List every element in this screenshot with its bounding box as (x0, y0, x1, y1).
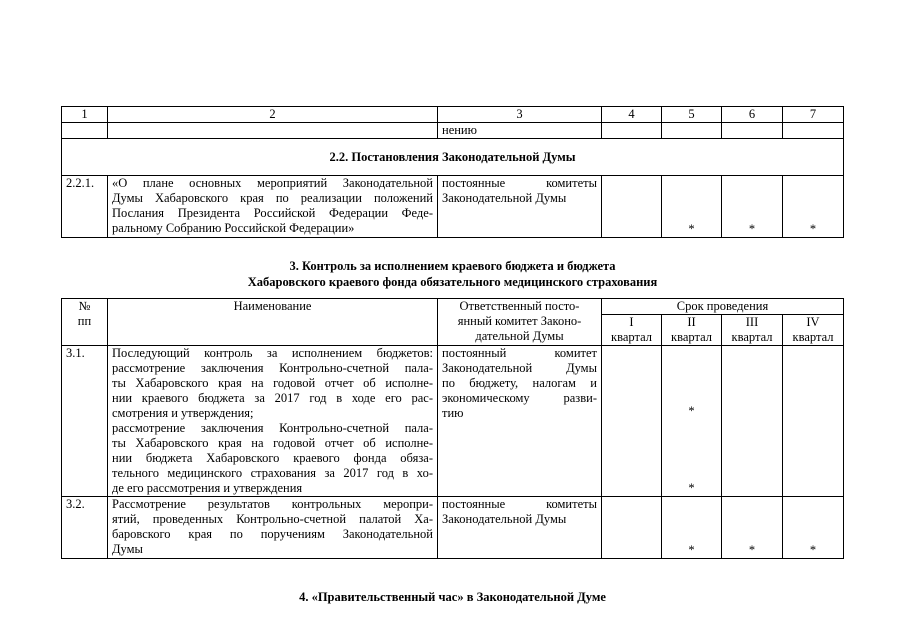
responsible-line: постоянный комитет (442, 346, 597, 360)
cell-empty (722, 123, 783, 139)
row-name (108, 176, 438, 238)
row-responsible (438, 176, 602, 238)
responsible-line: Законодательной Думы (442, 191, 567, 205)
header-number (62, 299, 108, 346)
col-number-4: 4 (602, 107, 662, 123)
row-name-line: тельного медицинского страхования за 2017 год в хо- (112, 466, 433, 480)
quarter-4-roman: IV (783, 315, 844, 331)
header-responsible-line: янный комитет Законо- (457, 314, 582, 328)
row-name-line: ральному Собранию Российской Федерации» (112, 221, 355, 235)
plan-table-continued (61, 106, 844, 238)
row-name-line: смотрения и утверждения; (112, 406, 254, 420)
quarter-1-label: квартал (602, 330, 662, 346)
row-name-line: Последующий контроль за исполнением бюджетов: (112, 346, 433, 360)
header-responsible-line: дательной Думы (475, 329, 564, 343)
quarter-2-mark: * (688, 404, 695, 418)
cell-empty (108, 123, 438, 139)
header-name: Наименование (108, 299, 438, 346)
responsible-line: постоянные комитеты (442, 497, 597, 511)
cell-empty (783, 123, 844, 139)
row-responsible (438, 346, 602, 497)
quarter-1-roman: I (602, 315, 662, 331)
quarter-1-cell (602, 497, 662, 559)
row-name-line: нии краевого бюджета за 2017 год в ходе его рас- (112, 391, 433, 405)
continuation-row (62, 123, 844, 139)
responsible-line: тию (442, 406, 464, 420)
col-number-3: 3 (438, 107, 602, 123)
header-responsible-line: Ответственный посто- (459, 299, 580, 313)
header-number-sign: № (78, 299, 91, 313)
section-3-title-line-2: Хабаровского краевого фонда обязательного медицинского страхования (247, 275, 658, 289)
quarter-4-mark: * (783, 497, 844, 559)
row-responsible (438, 497, 602, 559)
quarter-3-label: квартал (722, 330, 783, 346)
responsible-line: экономическому разви- (442, 391, 597, 405)
row-name-line: рассмотрение заключения Контрольно-счетной пала- (112, 361, 433, 375)
continuation-text: нению (438, 123, 602, 139)
row-name (108, 346, 438, 497)
section-3-title-line-1: 3. Контроль за исполнением краевого бюджета и бюджета (289, 259, 616, 273)
table-row (62, 176, 844, 238)
section-row (62, 139, 844, 176)
table-row (62, 497, 844, 559)
quarter-1-cell (602, 176, 662, 238)
row-name-line: ты Хабаровского края на годовой отчет об исполне- (112, 376, 433, 390)
table-row (62, 346, 844, 497)
header-period: Срок проведения (602, 299, 844, 315)
quarter-2-mark: * (662, 176, 722, 238)
row-name-line: ятий, проведенных Контрольно-счетной палатой Ха- (112, 512, 433, 526)
quarter-4-mark: * (783, 176, 844, 238)
row-name-line: Думы Хабаровского края по реализации положений (112, 191, 433, 205)
col-number-2: 2 (108, 107, 438, 123)
column-number-row (62, 107, 844, 123)
row-name-line: нии бюджета Хабаровского краевого фонда обяза- (112, 451, 433, 465)
section-title-2-2: 2.2. Постановления Законодательной Думы (62, 139, 844, 176)
row-name-line: Послания Президента Российской Федерации Феде- (112, 206, 433, 220)
row-name (108, 497, 438, 559)
quarter-2-cell (662, 346, 722, 497)
quarter-2-mark: * (688, 481, 695, 495)
col-number-7: 7 (783, 107, 844, 123)
quarter-2-roman: II (662, 315, 722, 331)
budget-control-table (61, 298, 844, 559)
header-responsible (438, 299, 602, 346)
quarter-3-mark: * (722, 176, 783, 238)
quarter-4-cell (783, 346, 844, 497)
section-3-heading (0, 258, 905, 290)
row-number: 2.2.1. (62, 176, 108, 238)
quarter-4-label: квартал (783, 330, 844, 346)
col-number-5: 5 (662, 107, 722, 123)
row-number: 3.1. (62, 346, 108, 497)
cell-empty (662, 123, 722, 139)
responsible-line: постоянные комитеты (442, 176, 597, 190)
row-name-line: Думы (112, 542, 143, 556)
cell-empty (602, 123, 662, 139)
quarter-1-cell (602, 346, 662, 497)
row-number: 3.2. (62, 497, 108, 559)
row-name-line: «О плане основных мероприятий Законодательной (112, 176, 433, 190)
row-name-line: Рассмотрение результатов контрольных меропри- (112, 497, 433, 511)
row-name-line: ты Хабаровского края на годовой отчет об исполне- (112, 436, 433, 450)
quarter-3-mark: * (722, 497, 783, 559)
header-number-abbr: пп (77, 314, 92, 328)
section-4-heading: 4. «Правительственный час» в Законодательной Думе (299, 590, 606, 604)
quarter-2-mark: * (662, 497, 722, 559)
cell-empty (62, 123, 108, 139)
responsible-line: по бюджету, налогам и (442, 376, 597, 390)
row-name-line: рассмотрение заключения Контрольно-счетной пала- (112, 421, 433, 435)
responsible-line: Законодательной Думы (442, 361, 597, 375)
col-number-6: 6 (722, 107, 783, 123)
row-name-line: де его рассмотрения и утверждения (112, 481, 303, 495)
quarter-3-cell (722, 346, 783, 497)
quarter-3-roman: III (722, 315, 783, 331)
col-number-1: 1 (62, 107, 108, 123)
row-name-line: баровского края по поручениям Законодательной (112, 527, 433, 541)
quarter-2-label: квартал (662, 330, 722, 346)
responsible-line: Законодательной Думы (442, 512, 567, 526)
header-row (62, 299, 844, 315)
